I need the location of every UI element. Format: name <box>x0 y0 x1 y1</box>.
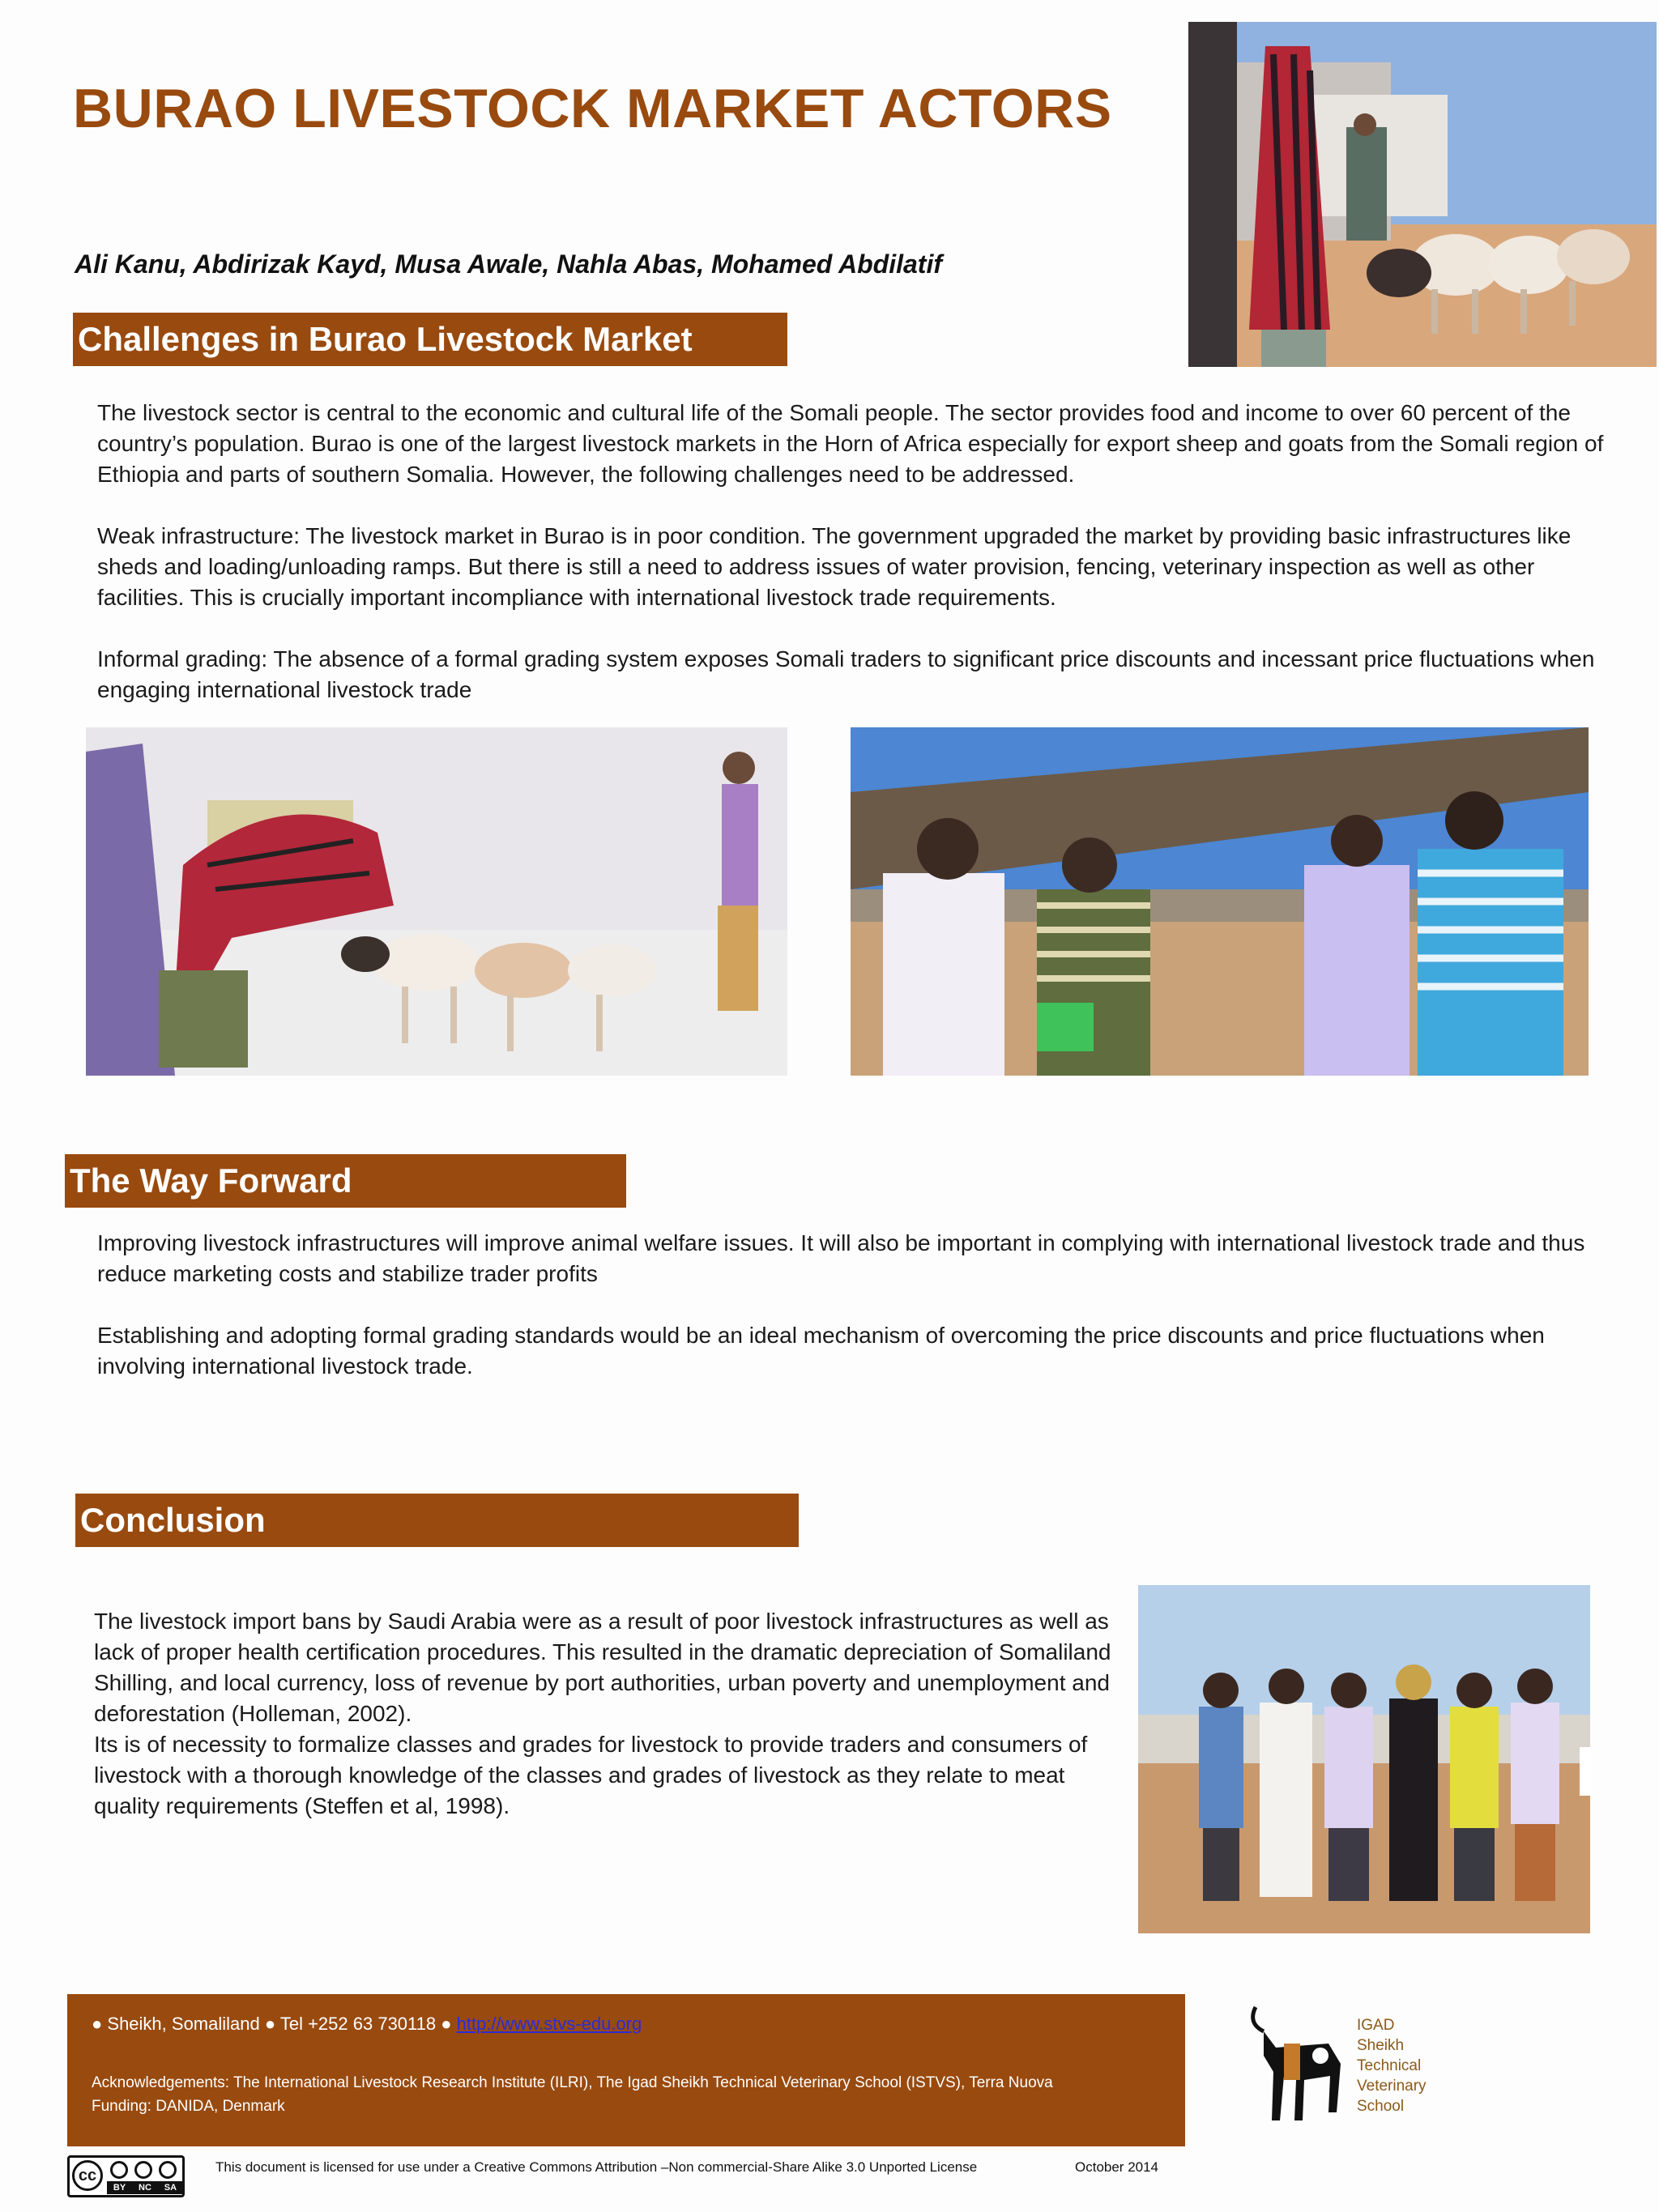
logo-text-line: Sheikh <box>1357 2037 1405 2054</box>
by-icon <box>110 2161 128 2179</box>
way-forward-paragraph: Establishing and adopting formal grading standards would be an ideal mechanism of overcoming the price discounts and price fluctuations when involving international livestock trade. <box>97 1323 1545 1379</box>
challenges-paragraph: The livestock sector is central to the economic and cultural life of the Somali people. The sector provides food and income to over 60 percent of the country’s population. Burao is one of the largest livestock markets in the Horn of Africa especially for export sheep and goats from the Somali region of Ethiopia and parts of southern Somalia. However, the following challenges need to be addressed. <box>97 400 1604 487</box>
cc-tag: SA <box>164 2183 177 2193</box>
footer-contact-location: ● Sheikh, Somaliland ● Tel +252 63 730118 ● <box>92 2014 457 2034</box>
poster-date: October 2014 <box>1075 2159 1159 2175</box>
photo-market-woman-sheep <box>1188 22 1657 367</box>
challenges-heading: Challenges in Burao Livestock Market <box>73 313 787 366</box>
logo-text-line: Veterinary <box>1357 2078 1427 2095</box>
conclusion-heading: Conclusion <box>75 1494 799 1547</box>
challenges-body <box>97 398 1612 705</box>
igad-logo <box>1239 1999 1427 2137</box>
footer-acknowledgements <box>92 2071 1053 2118</box>
logo-text-line: School <box>1357 2098 1405 2115</box>
acknowledgements-text: Acknowledgements: The International Livestock Research Institute (ILRI), The Igad Sheikh Technical Veterinary School (ISTVS), Terra Nuova <box>92 2074 1053 2091</box>
challenges-paragraph: Weak infrastructure: The livestock market in Burao is in poor condition. The government upgraded the market by providing basic infrastructures like sheds and loading/unloading ramps. But there is still a need to address issues of water provision, fencing, veterinary inspection as well as other facilities. This is crucially important incompliance with international livestock trade requirements. <box>97 523 1572 610</box>
ox-logo-icon <box>1239 1999 1353 2137</box>
way-forward-heading: The Way Forward <box>65 1154 626 1208</box>
poster-title: BURAO LIVESTOCK MARKET ACTORS <box>73 78 1112 139</box>
cc-icon: cc <box>72 2160 103 2191</box>
logo-text-line: IGAD <box>1357 2017 1395 2034</box>
challenges-paragraph: Informal grading: The absence of a formal grading system exposes Somali traders to significant price discounts and incessant price fluctuations when engaging international livestock trade <box>97 646 1595 702</box>
funding-text: Funding: DANIDA, Denmark <box>92 2098 285 2115</box>
license-text: This document is licensed for use under a Creative Commons Attribution –Non commercial-Share Alike 3.0 Unported License <box>215 2159 978 2175</box>
sa-icon <box>159 2161 177 2179</box>
website-link[interactable]: http://www.stvs-edu.org <box>456 2014 642 2034</box>
photo-men-under-shed <box>851 727 1589 1076</box>
conclusion-body <box>94 1606 1123 1822</box>
cc-license-badge <box>67 2155 185 2197</box>
conclusion-paragraph: Its is of necessity to formalize classes and grades for livestock to provide traders and consumers of livestock with a thorough knowledge of the classes and grades of livestock as they relate to meat quality requirements (Steffen et al, 1998). <box>94 1732 1088 1818</box>
footer-band <box>67 1994 1185 2146</box>
way-forward-paragraph: Improving livestock infrastructures will improve animal welfare issues. It will also be important in complying with international livestock trade and thus reduce marketing costs and stabilize trader profits <box>97 1230 1585 1286</box>
way-forward-body <box>97 1228 1612 1382</box>
photo-woman-with-goats <box>86 727 787 1076</box>
cc-tag: NC <box>139 2183 151 2193</box>
photo-group-of-people <box>1138 1585 1590 1933</box>
footer-contact <box>92 2014 642 2035</box>
authors-line: Ali Kanu, Abdirizak Kayd, Musa Awale, Nahla Abas, Mohamed Abdilatif <box>75 249 942 279</box>
cc-tag: BY <box>113 2183 126 2193</box>
conclusion-paragraph: The livestock import bans by Saudi Arabia were as a result of poor livestock infrastructures as well as lack of proper health certification procedures. This resulted in the dramatic depreciation of Somaliland Shilling, and local currency, loss of revenue by port authorities, urban poverty and unemployment and deforestation (Holleman, 2002). <box>94 1609 1111 1726</box>
logo-text-line: Technical <box>1357 2057 1422 2074</box>
nc-icon <box>134 2161 152 2179</box>
